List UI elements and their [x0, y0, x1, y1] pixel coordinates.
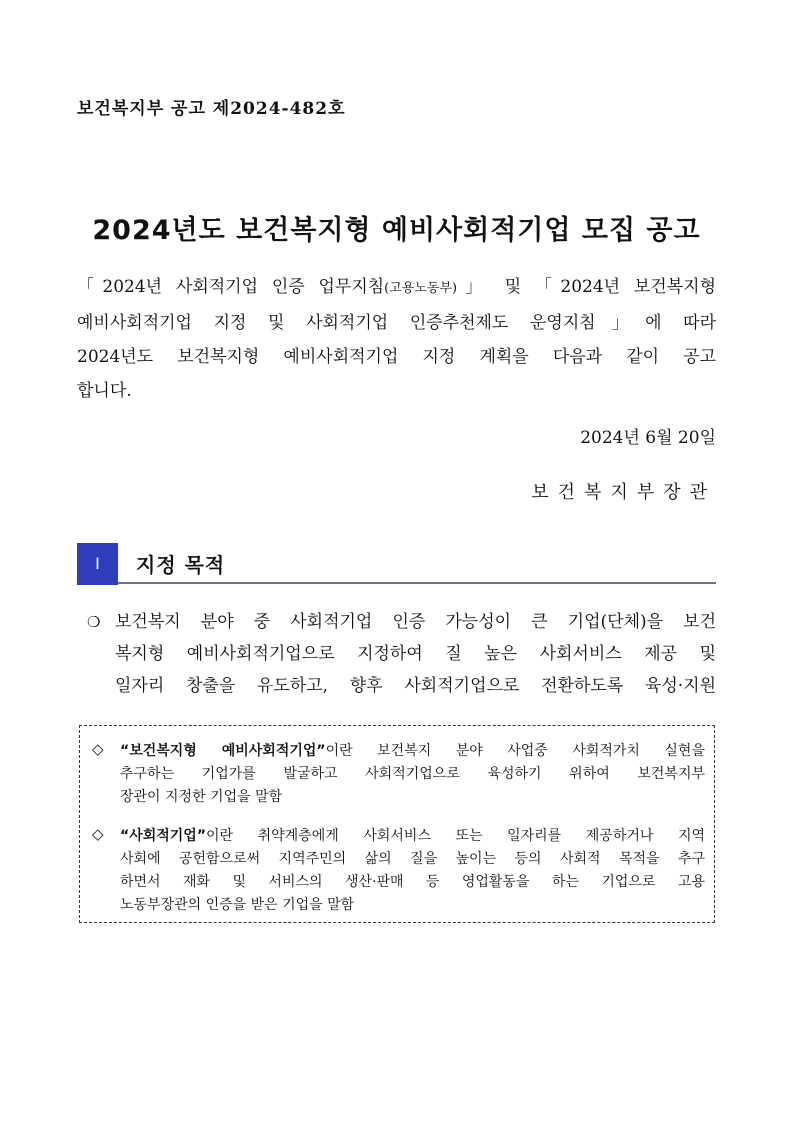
diamond-bullet-icon: ◇	[92, 740, 104, 758]
notice-date: 2024년 6월 20일	[580, 428, 716, 448]
intro-line-3: 2024년도 보건복지형 예비사회적기업 지정 계획을 다음과 같이 공고	[77, 347, 716, 367]
definition-item	[120, 740, 705, 809]
intro-line-2: 예비사회적기업 지정 및 사회적기업 인증추천제도 운영지침」에 따라	[77, 313, 716, 333]
intro-line-4: 합니다.	[77, 381, 132, 401]
purpose-text	[115, 606, 716, 702]
definition-term: “보건복지형 예비사회적기업”	[120, 743, 326, 759]
definitions-box	[79, 725, 715, 923]
purpose-line: 복지형 예비사회적기업으로 지정하여 질 높은 사회서비스 제공 및	[115, 644, 716, 664]
definition-line	[120, 740, 705, 763]
definition-line: 장관이 지정한 기업을 말함	[120, 789, 283, 805]
purpose-line: 보건복지 분야 중 사회적기업 인증 가능성이 큰 기업(단체)을 보건	[115, 612, 716, 632]
diamond-bullet-icon: ◇	[92, 825, 104, 843]
definition-line	[120, 825, 705, 848]
circle-bullet-icon: ❍	[87, 613, 101, 631]
definition-line: 추구하는 기업가를 발굴하고 사회적기업으로 육성하기 위하여 보건복지부	[120, 766, 705, 782]
intro-line-1	[77, 270, 716, 306]
definition-text: 이란 취약계층에게 사회서비스 또는 일자리를 제공하거나 지역	[206, 828, 705, 844]
definition-item	[120, 825, 705, 917]
definition-term: “사회적기업”	[120, 828, 207, 844]
page-title: 2024년도 보건복지형 예비사회적기업 모집 공고	[92, 215, 701, 246]
section-number-badge: Ⅰ	[77, 543, 118, 585]
intro-paragraph	[77, 270, 716, 408]
definition-line: 노동부장관의 인증을 받은 기업을 말함	[120, 897, 355, 913]
definition-text: 이란 보건복지 분야 사업중 사회적가치 실현을	[325, 743, 705, 759]
intro-line-1-a: 「2024년 사회적기업 인증 업무지침	[77, 277, 385, 297]
definition-line: 하면서 재화 및 서비스의 생산·판매 등 영업활동을 하는 기업으로 고용	[120, 874, 705, 890]
purpose-line: 일자리 창출을 유도하고, 향후 사회적기업으로 전환하도록 육성·지원	[115, 676, 716, 696]
issuer-minister: 보건복지부장관	[531, 482, 716, 503]
section-divider	[118, 582, 716, 584]
definition-line: 사회에 공헌함으로써 지역주민의 삶의 질을 높이는 등의 사회적 목적을 추구	[120, 851, 705, 867]
intro-line-1-b: 」 및 「2024년 보건복지형	[457, 277, 716, 297]
intro-line-1-small: (고용노동부)	[384, 281, 458, 296]
section-title: 지정 목적	[136, 553, 226, 577]
notice-number: 보건복지부 공고 제2024-482호	[77, 99, 346, 119]
